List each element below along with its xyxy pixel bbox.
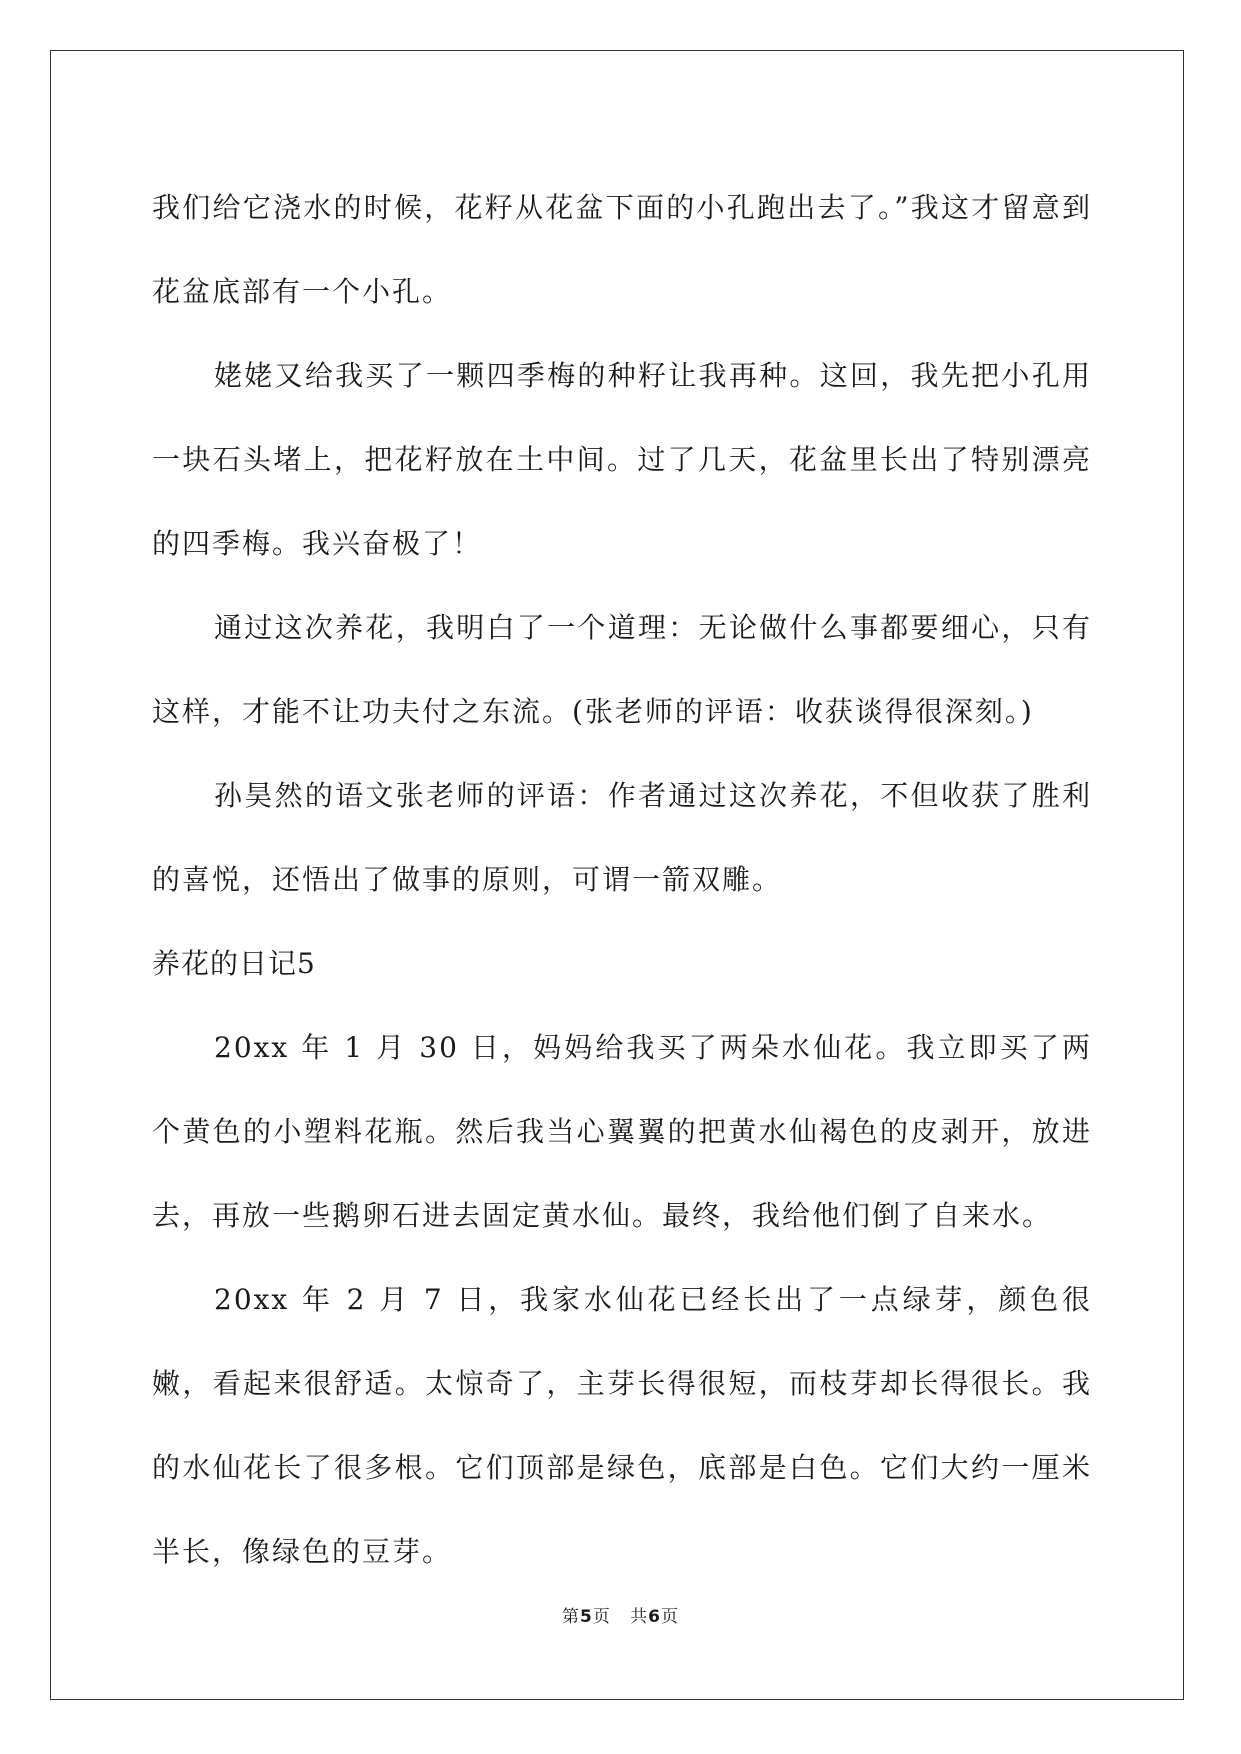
section-paragraph-1: 20xx 年 1 月 30 日，妈妈给我买了两朵水仙花。我立即买了两个黄色的小塑料花瓶。然后我当心翼翼的把黄水仙褐色的皮剥开，放进去，再放一些鹅卵石进去固定黄水仙。最终，我给他们倒了自来水。 [152, 1031, 1092, 1232]
paragraph-2: 姥姥又给我买了一颗四季梅的种籽让我再种。这回，我先把小孔用一块石头堵上，把花籽放在土中间。过了几天，花盆里长出了特别漂亮的四季梅。我兴奋极了！ [152, 359, 1092, 560]
paragraph-3: 通过这次养花，我明白了一个道理：无论做什么事都要细心，只有这样，才能不让功夫付之东流。(张老师的评语：收获谈得很深刻。) [152, 611, 1092, 728]
total-prefix: 共 [630, 1607, 649, 1627]
paragraph-4: 孙昊然的语文张老师的评语：作者通过这次养花，不但收获了胜利的喜悦，还悟出了做事的原则，可谓一箭双雕。 [152, 779, 1092, 896]
page-number: 5 [580, 1607, 593, 1627]
section-title: 养花的日记5 [152, 947, 316, 980]
paragraph-1: 我们给它浇水的时候，花籽从花盆下面的小孔跑出去了。”我这才留意到花盆底部有一个小孔。 [152, 191, 1092, 308]
document-body [152, 166, 1092, 1594]
total-pages: 6 [648, 1607, 661, 1627]
page-prefix: 第 [562, 1607, 581, 1627]
section-paragraph-2: 20xx 年 2 月 7 日，我家水仙花已经长出了一点绿芽，颜色很嫩，看起来很舒适。太惊奇了，主芽长得很短，而枝芽却长得很长。我的水仙花长了很多根。它们顶部是绿色，底部是白色。它们大约一厘米半长，像绿色的豆芽。 [152, 1283, 1092, 1568]
page-suffix: 页 [592, 1607, 611, 1627]
total-suffix: 页 [660, 1607, 679, 1627]
page-footer [0, 1602, 1241, 1627]
